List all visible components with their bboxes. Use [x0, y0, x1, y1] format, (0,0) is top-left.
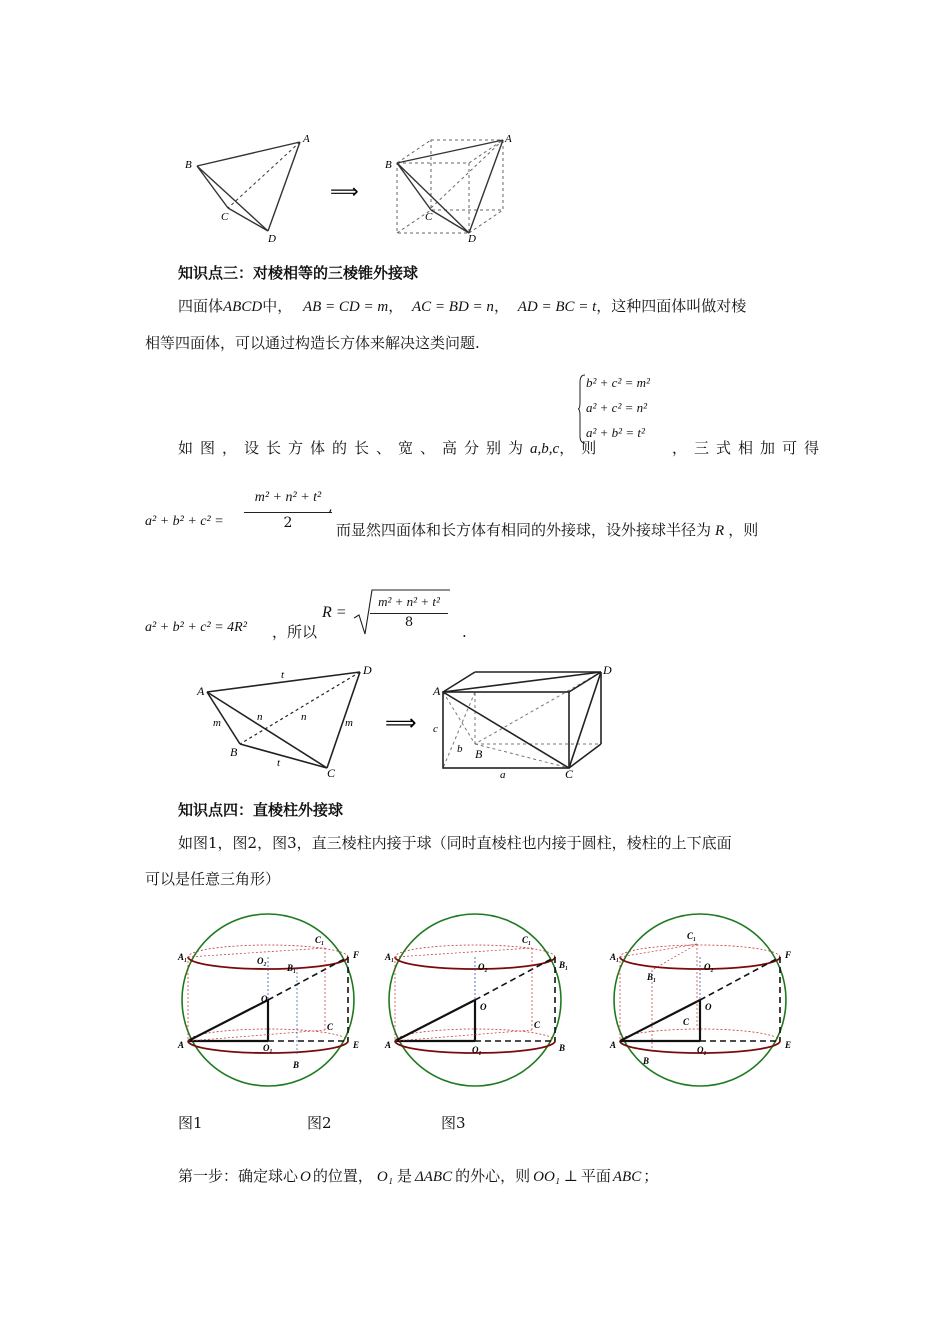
sum-numerator: m² + n² + t² — [254, 490, 322, 505]
label-a: A — [197, 684, 205, 698]
equation-system — [578, 374, 678, 444]
label-b-right: B — [475, 747, 483, 761]
math-triangle-abc: ΔABC — [414, 1169, 453, 1185]
label-d-right: D — [468, 233, 476, 245]
label-c: C — [221, 211, 229, 223]
svg-text:C: C — [683, 1017, 690, 1027]
caption-figure-3: 图3 — [441, 1114, 466, 1132]
label-d: D — [363, 663, 372, 677]
svg-text:C₁: C₁ — [522, 935, 532, 945]
svg-text:A₁: A₁ — [385, 952, 395, 962]
math-eq2: AC = BD = n — [412, 299, 494, 315]
section3-paragraph-1: 四面体ABCD中， AB = CD = m， AC = BD = n， AD = BC = t，这种四面体叫做对棱 — [178, 297, 747, 315]
left-brace — [578, 374, 586, 444]
svg-text:F: F — [353, 950, 360, 960]
implies-arrow: ⟹ — [330, 181, 359, 203]
svg-text:B: B — [643, 1056, 650, 1066]
label-height-c: c — [433, 723, 438, 735]
section3-paragraph-2: 相等四面体，可以通过构造长方体来解决这类问题. — [145, 334, 480, 352]
sqrt-fraction — [370, 594, 448, 630]
label-a: A — [303, 133, 310, 145]
text-segment: 第一步：确定球心 — [178, 1167, 299, 1185]
svg-text:B₁: B₁ — [647, 972, 657, 982]
label-edge-n-left: n — [257, 711, 263, 723]
tetrahedron-to-cube-figure — [175, 128, 515, 246]
svg-text:O₁: O₁ — [697, 1045, 707, 1055]
math-oo1-perp: OO₁ ⊥ — [533, 1169, 578, 1185]
svg-text:O₂: O₂ — [704, 962, 714, 972]
label-c-right: C — [565, 767, 574, 780]
step1-paragraph — [178, 1166, 658, 1187]
label-edge-n-right: n — [301, 711, 307, 723]
label-edge-m-left: m — [213, 717, 221, 729]
prism-in-sphere-figures — [175, 908, 805, 1093]
svg-text:O₂: O₂ — [257, 956, 267, 966]
text-segment: 如图，设长方体的长、宽、高分别为 — [178, 439, 531, 457]
text-segment: 平面 — [580, 1167, 611, 1185]
text-segment: 中， — [262, 297, 293, 315]
label-length-a: a — [500, 769, 506, 780]
caption-figure-1: 图1 — [178, 1114, 203, 1132]
section4-paragraph-1: 如图1，图2，图3，直三棱柱内接于球（同时直棱柱也内接于圆柱，棱柱的上下底面 — [178, 834, 732, 852]
svg-text:O: O — [261, 994, 268, 1004]
text-segment: 而显然四面体和长方体有相同的外接球，设外接球半径为 — [336, 521, 712, 539]
section4-heading: 知识点四：直棱柱外接球 — [178, 801, 344, 819]
svg-text:C₁: C₁ — [687, 931, 697, 941]
system-row-3: a² + b² = t² — [586, 425, 645, 440]
svg-text:A: A — [610, 1040, 617, 1050]
implies-arrow: ⟹ — [385, 710, 417, 735]
label-a-right: A — [505, 133, 512, 145]
svg-text:A: A — [385, 1040, 392, 1050]
label-d-right: D — [603, 663, 612, 677]
fraction-bar — [370, 613, 448, 614]
label-width-b: b — [457, 743, 463, 755]
period: . — [462, 623, 467, 641]
svg-text:B: B — [559, 1043, 566, 1053]
svg-text:E: E — [785, 1040, 792, 1050]
text-segment: 的外心，则 — [455, 1167, 531, 1185]
section4-paragraph-2: 可以是任意三角形） — [145, 870, 281, 888]
svg-text:B₁: B₁ — [287, 963, 297, 973]
label-c: C — [327, 766, 336, 780]
text-segment: 四面体 — [178, 297, 224, 315]
section3-paragraph-3 — [178, 438, 603, 459]
section3-paragraph-3-end: ，三式相加可得 — [672, 439, 827, 457]
sum-denominator: 2 — [283, 515, 293, 531]
figure-1-sphere — [177, 914, 359, 1086]
math-o: O — [300, 1169, 311, 1185]
svg-text:B: B — [293, 1060, 300, 1070]
text-segment: ，则 — [559, 439, 604, 457]
opposite-edge-tetrahedron-figure — [195, 660, 635, 780]
label-b: B — [185, 159, 192, 171]
fraction-bar — [244, 512, 332, 513]
text-segment: ； — [643, 1167, 659, 1185]
sum-lhs: a² + b² + c² = — [145, 514, 224, 529]
math-abcd: ABCD — [223, 299, 263, 315]
svg-text:O: O — [705, 1002, 712, 1012]
caption-figure-2: 图2 — [307, 1114, 332, 1132]
section3-heading: 知识点三：对棱相等的三棱锥外接球 — [178, 264, 419, 282]
label-c-right: C — [425, 211, 433, 223]
tetrahedron-abcd-left — [197, 142, 300, 231]
svg-text:B₁: B₁ — [559, 960, 569, 970]
math-abc: ABC — [612, 1169, 642, 1185]
figure-2-sphere — [384, 914, 568, 1086]
text-segment: 是 — [396, 1167, 412, 1185]
text-segment: ，则 — [728, 521, 759, 539]
label-b: B — [230, 745, 238, 759]
math-abc: a,b,c — [530, 441, 560, 457]
svg-text:E: E — [353, 1040, 360, 1050]
svg-text:O: O — [480, 1002, 487, 1012]
svg-text:A₁: A₁ — [610, 952, 620, 962]
sqrt-numerator: m² + n² + t² — [378, 594, 440, 609]
label-edge-t-bottom: t — [277, 757, 281, 769]
text-segment: ，这种四面体叫做对棱 — [596, 297, 747, 315]
label-edge-m-right: m — [345, 717, 353, 729]
math-r: R — [715, 523, 725, 539]
svg-text:A₁: A₁ — [178, 952, 188, 962]
label-edge-t-top: t — [281, 669, 285, 681]
svg-text:C₁: C₁ — [315, 935, 325, 945]
math-eq1: AB = CD = m — [302, 299, 389, 315]
sum-fraction — [244, 490, 332, 538]
system-row-2: a² + c² = n² — [586, 400, 648, 415]
comma: , — [328, 497, 333, 515]
svg-text:C: C — [327, 1022, 334, 1032]
eq-4r-squared: a² + b² + c² = 4R² — [145, 620, 247, 635]
svg-text:A: A — [178, 1040, 185, 1050]
text-suoyi: ，所以 — [272, 623, 318, 641]
sqrt-denominator: 8 — [404, 615, 414, 630]
svg-text:O₁: O₁ — [263, 1043, 273, 1053]
svg-text:F: F — [785, 950, 792, 960]
label-a-right: A — [433, 684, 441, 698]
math-eq3: AD = BC = t — [517, 299, 597, 315]
eq-r-lhs: R = — [322, 604, 347, 621]
figure-3-sphere — [609, 914, 791, 1086]
section3-paragraph-4 — [336, 520, 758, 541]
math-o1: O₁ — [376, 1169, 393, 1185]
cuboid-with-tetrahedron — [443, 672, 601, 768]
cube-with-tetrahedron — [397, 140, 503, 233]
label-d: D — [268, 233, 276, 245]
svg-text:O₂: O₂ — [478, 962, 488, 972]
svg-text:O₁: O₁ — [472, 1045, 482, 1055]
text-segment: 的位置， — [312, 1167, 373, 1185]
system-row-1: b² + c² = m² — [586, 375, 650, 390]
svg-text:C: C — [534, 1020, 541, 1030]
label-b-right: B — [385, 159, 392, 171]
